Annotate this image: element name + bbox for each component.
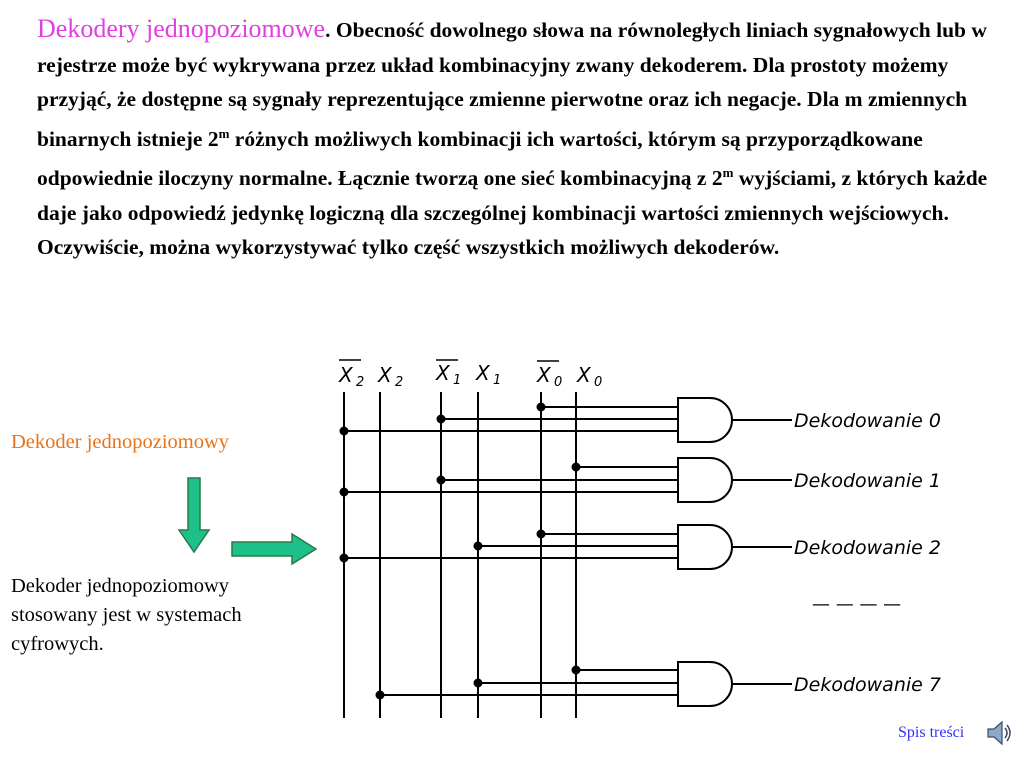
superscript-m-1: m — [218, 125, 230, 141]
decoder-description: Dekoder jednopoziomowy stosowany jest w systemach cyfrowych. — [11, 575, 242, 655]
input-label-x1 — [475, 361, 501, 388]
output-label-0: Dekodowanie 0 — [794, 410, 941, 432]
svg-text:1: 1 — [493, 373, 502, 388]
input-lines — [344, 392, 576, 718]
table-of-contents-link[interactable]: Spis treści — [898, 724, 965, 741]
svg-text:X: X — [339, 363, 353, 387]
output-label-7: Dekodowanie 7 — [794, 674, 941, 696]
svg-text:X: X — [537, 363, 551, 387]
title-suffix: . — [325, 18, 331, 42]
speaker-icon[interactable] — [985, 718, 1015, 748]
input-label-x0 — [576, 363, 602, 390]
and-gate-7 — [377, 662, 793, 706]
svg-text:2: 2 — [395, 375, 404, 390]
and-gate-1 — [341, 458, 793, 502]
and-gate-0 — [341, 398, 793, 442]
superscript-m-2: m — [722, 165, 734, 181]
svg-text:X: X — [476, 361, 490, 385]
paragraph-part-1: Obecność dowolnego słowa na równoległych liniach sygnałowych lub w rejestrze może być wykrywana przez układ kombinacyjny zwany dekoderem. Dla prostoty możemy przyjąć, że dostępne są sygnały reprezentujące zmienne pierwotne oraz ich negacje. Dla m zmiennych binarnych istnieje 2 — [37, 18, 987, 151]
output-ellipsis: — — — — — [812, 594, 902, 615]
slide-title: Dekodery jednopoziomowe — [37, 14, 326, 43]
svg-text:X: X — [378, 363, 392, 387]
input-label-x2-negated — [338, 360, 364, 390]
svg-text:0: 0 — [554, 375, 563, 390]
paragraph-part-3: wyjściami, z których każde daje jako odpowiedź jedynkę logiczną dla szczególnej kombinacji wartości zmiennych wejściowych. Oczywiście, można wykorzystywać tylko część wszystkich możliwych dekoderów. — [37, 166, 988, 260]
input-label-x0-negated — [536, 361, 562, 390]
input-label-x1-negated — [435, 360, 461, 388]
svg-text:1: 1 — [453, 373, 462, 388]
decoder-heading: Dekoder jednopoziomowy — [11, 431, 230, 453]
svg-text:2: 2 — [356, 375, 365, 390]
down-arrow-icon — [179, 478, 209, 552]
svg-text:X: X — [436, 361, 450, 385]
and-gate-2 — [341, 525, 793, 569]
output-label-2: Dekodowanie 2 — [794, 537, 941, 559]
output-label-1: Dekodowanie 1 — [794, 470, 941, 492]
svg-text:X: X — [577, 363, 591, 387]
svg-text:0: 0 — [594, 375, 603, 390]
input-label-x2 — [377, 363, 403, 390]
right-arrow-icon — [232, 534, 316, 564]
input-labels — [338, 360, 602, 390]
output-labels — [794, 410, 941, 696]
paragraph-part-2: różnych możliwych kombinacji ich wartości, którym są przyporządkowane odpowiednie iloczyny normalne. Łącznie tworzą one sieć kombinacyjną z 2 — [37, 126, 923, 191]
